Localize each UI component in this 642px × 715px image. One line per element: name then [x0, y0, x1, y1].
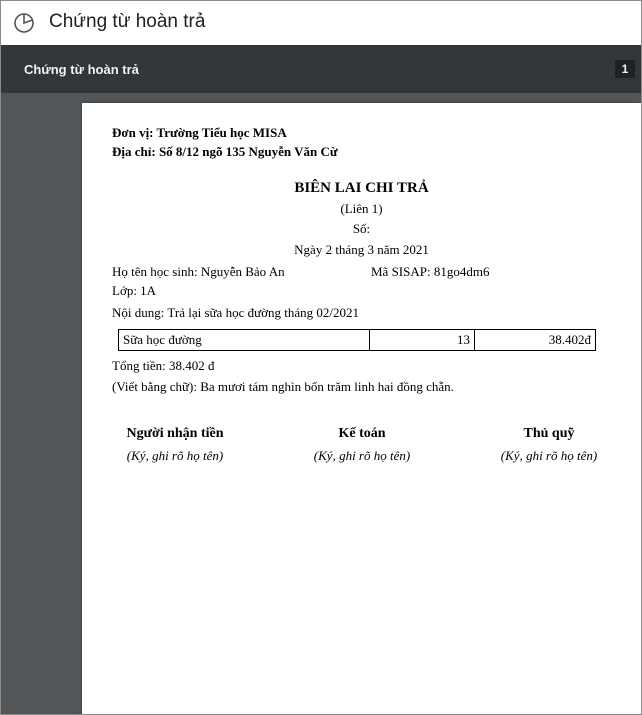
unit-name: Đơn vị: Trường Tiểu học MISA	[112, 125, 287, 140]
window-title: Chứng từ hoàn trả	[49, 11, 206, 32]
pdf-viewport[interactable]	[1, 93, 641, 714]
signature-role-cashier: Thủ quỹ	[523, 426, 575, 441]
signature-role-accountant: Kế toán	[338, 426, 386, 441]
total-amount: Tổng tiền: 38.402 đ	[112, 358, 215, 373]
pdf-toolbar	[1, 45, 641, 93]
pie-chart-icon	[13, 12, 35, 34]
document-page	[82, 103, 641, 715]
student-class: Lớp: 1A	[112, 283, 157, 298]
item-name: Sữa học đường	[119, 330, 370, 351]
signature-role-receiver: Người nhận tiền	[126, 426, 224, 441]
items-table	[118, 329, 596, 351]
receipt-number: Số:	[352, 221, 371, 236]
item-amount: 38.402đ	[475, 330, 596, 351]
signature-note-accountant: (Ký, ghi rõ họ tên)	[313, 448, 411, 463]
student-name: Họ tên học sinh: Nguyễn Bảo An	[112, 264, 285, 279]
document-title: Chứng từ hoàn trả	[24, 62, 139, 77]
receipt-content: Nội dung: Trả lại sữa học đường tháng 02/2021	[112, 305, 360, 320]
receipt-copy: (Liên 1)	[340, 201, 383, 216]
table-row	[119, 330, 596, 351]
signature-note-cashier: (Ký, ghi rõ họ tên)	[500, 448, 598, 463]
unit-address: Địa chỉ: Số 8/12 ngõ 135 Nguyễn Văn Cừ	[112, 144, 338, 159]
page-number-input[interactable]: 1	[615, 60, 635, 78]
title-bar	[1, 1, 641, 45]
sisap-code: Mã SISAP: 81go4dm6	[371, 264, 490, 279]
total-in-words: (Viết bằng chữ): Ba mươi tám nghìn bốn trăm linh hai đồng chẵn.	[112, 379, 454, 394]
item-quantity: 13	[370, 330, 475, 351]
signature-note-receiver: (Ký, ghi rõ họ tên)	[126, 448, 224, 463]
receipt-heading: BIÊN LAI CHI TRẢ	[294, 180, 429, 196]
receipt-date: Ngày 2 tháng 3 năm 2021	[294, 242, 429, 257]
